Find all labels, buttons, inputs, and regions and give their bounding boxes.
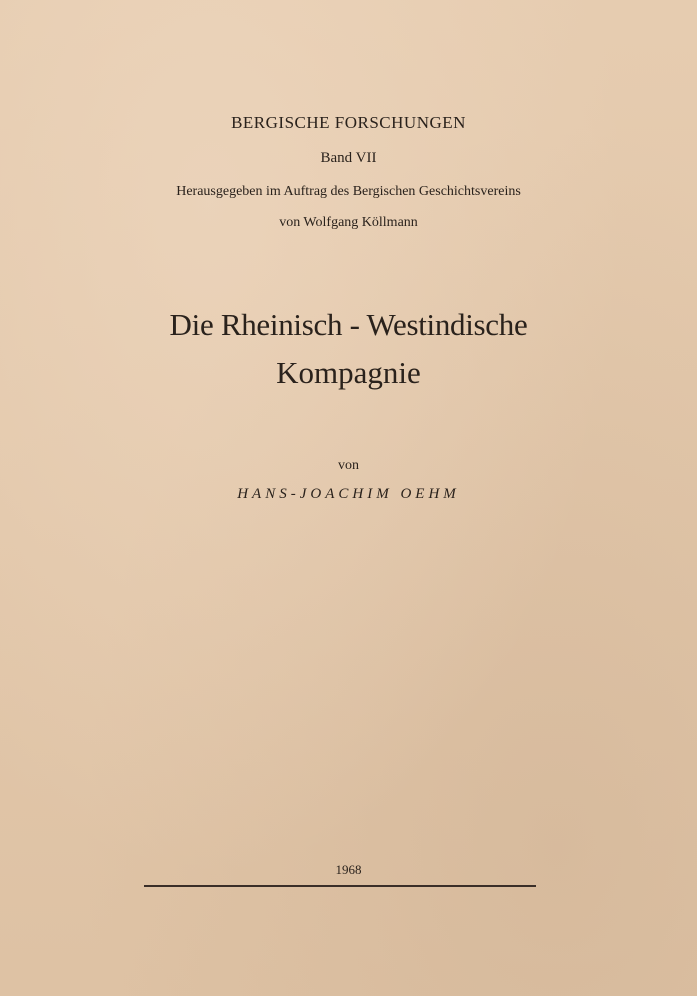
bottom-rule: [144, 885, 536, 887]
by-label: von: [338, 458, 359, 473]
author-name: HANS-JOACHIM OEHM: [237, 486, 460, 502]
editor-name: von Wolfgang Köllmann: [279, 215, 418, 230]
book-title-line-1: Die Rheinisch - Westindische: [169, 307, 528, 342]
series-title: BERGISCHE FORSCHUNGEN: [231, 113, 466, 132]
volume-number: Band VII: [320, 150, 377, 166]
publication-year: 1968: [335, 862, 362, 877]
editor-note: Herausgegeben im Auftrag des Bergischen Geschichtsvereins: [176, 184, 521, 199]
book-title-line-2: Kompagnie: [276, 355, 421, 390]
